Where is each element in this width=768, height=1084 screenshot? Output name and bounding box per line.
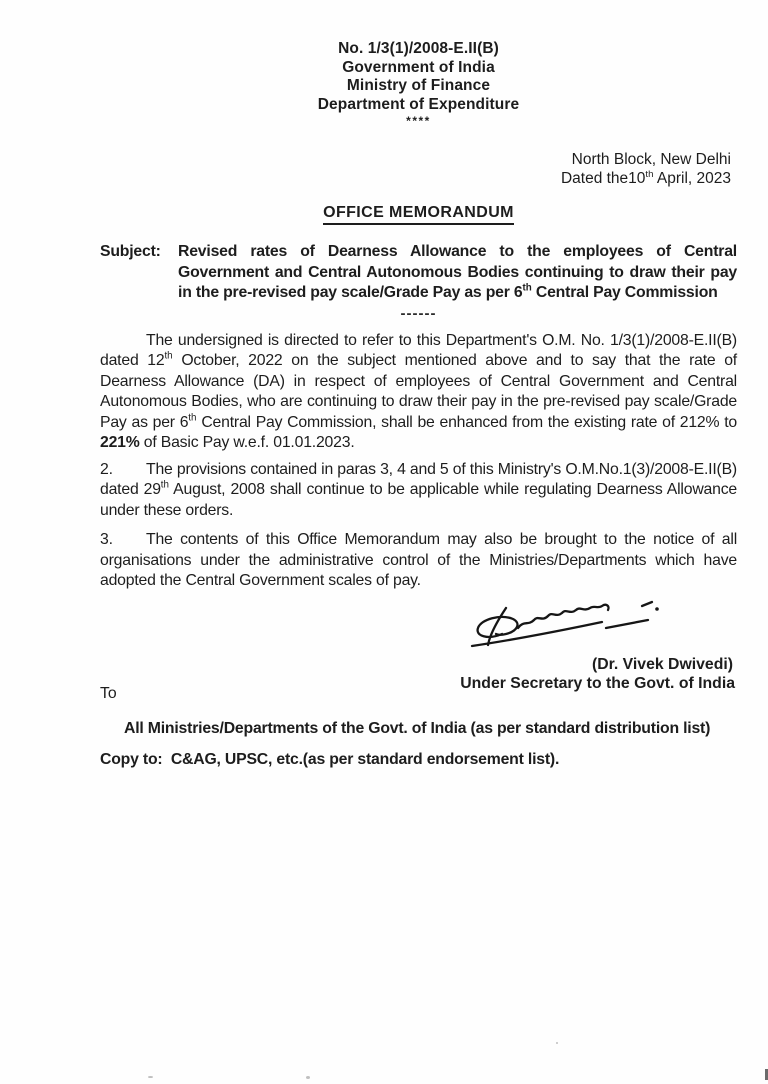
date-prefix: Dated the10 — [560, 169, 646, 187]
subject-seg-1: Revised rates of Dearness Allowance to the employees of Central Government and Central Autonomous Bodies continuing to draw their pay in the pre-revised pay scale/Grade Pay as per 6 — [178, 243, 737, 301]
date-line — [100, 170, 731, 189]
copy-to-line: Copy to: C&AG, UPSC, etc.(as per standard endorsement list). — [100, 750, 560, 768]
stars-separator: **** — [406, 114, 431, 128]
subject-text — [178, 242, 737, 304]
org-line-government: Government of India — [342, 58, 495, 76]
dateline-block — [100, 151, 737, 188]
subject-seg-2: Central Pay Commission — [531, 284, 718, 301]
org-line-ministry: Ministry of Finance — [346, 77, 491, 94]
paragraph-1-seg-4: of Basic Pay w.e.f. 01.01.2023. — [139, 434, 355, 451]
scan-speck — [306, 1076, 310, 1079]
paragraph-3-text: The contents of this Office Memorandum may also be brought to the notice of all organisations under the administrative control of the Ministries/Departments which have adopted the Central Government scales of pay. — [100, 531, 737, 589]
date-superscript: th — [645, 168, 654, 180]
subject-superscript: th — [522, 282, 532, 294]
subject-label: Subject: — [100, 243, 161, 260]
org-line-department: Department of Expenditure — [317, 95, 520, 113]
memorandum-title-text: OFFICE MEMORANDUM — [323, 204, 514, 225]
to-label: To — [100, 684, 117, 702]
scan-speck — [148, 1076, 153, 1078]
paragraph-1-bold-rate: 221% — [100, 434, 140, 451]
paragraph-2 — [100, 460, 737, 522]
paragraph-2-seg-2: August, 2008 shall continue to be applicable while regulating Dearness Allowance under these orders. — [100, 481, 737, 519]
paragraph-2-sup-1: th — [160, 479, 169, 491]
signoff-block — [100, 600, 737, 694]
signatory-name: (Dr. Vivek Dwivedi) — [591, 655, 733, 673]
subject-block — [100, 242, 737, 304]
paragraph-2-seg-1: The provisions contained in paras 3, 4 and 5 of this Ministry's O.M.No.1(3)/2008-E.II(B) dated 29 — [100, 460, 737, 498]
memorandum-title — [100, 204, 737, 225]
paragraph-1-sup-2: th — [188, 412, 197, 424]
letterhead — [100, 40, 737, 127]
paragraph-3 — [100, 530, 737, 592]
place-line: North Block, New Delhi — [571, 151, 731, 168]
paragraph-3-number: 3. — [100, 531, 113, 548]
scan-speck — [556, 1042, 558, 1044]
reference-number: No. 1/3(1)/2008-E.II(B) — [338, 40, 499, 57]
paragraph-1 — [100, 331, 737, 454]
distribution-line: All Ministries/Departments of the Govt. of India (as per standard distribution list) — [124, 719, 711, 737]
date-suffix: April, 2023 — [653, 169, 731, 187]
paragraph-2-number: 2. — [100, 460, 113, 478]
paragraph-1-seg-3: Central Pay Commission, shall be enhanced from the existing rate of 212% to — [196, 413, 737, 431]
paragraph-1-seg-1: The undersigned is directed to refer to this Department's O.M. No. 1/3(1)/2008-E.II(B) dated 12 — [100, 331, 737, 369]
subject-divider: ------ — [400, 304, 437, 322]
signature-scribble — [468, 600, 703, 653]
paragraph-1-seg-2: October, 2022 on the subject mentioned above and to say that the rate of Dearness Allowance (DA) in respect of employees of Central Government and Central Autonomous Bodies, who are continuing to draw their pay in the pre-revised pay scale/Grade Pay as per 6 — [100, 352, 737, 431]
paragraph-1-sup-1: th — [164, 350, 173, 362]
signatory-designation: Under Secretary to the Govt. of India — [460, 675, 735, 692]
